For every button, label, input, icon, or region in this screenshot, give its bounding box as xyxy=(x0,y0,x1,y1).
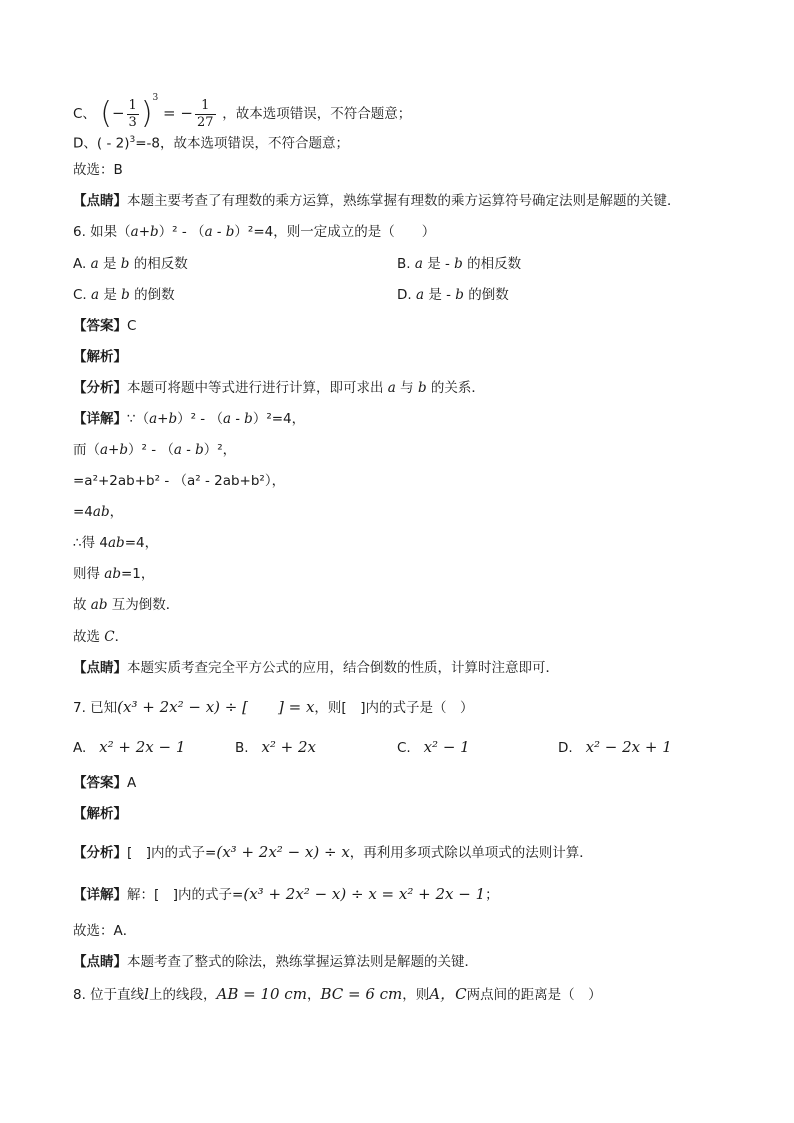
q6-step-2: =a²+2ab+b² - （a² - 2ab+b²）， xyxy=(73,473,286,489)
q7-option-b: B. x² + 2x xyxy=(235,738,317,756)
q6-step-1: 而（a+b）² - （a - b）²， xyxy=(73,442,237,458)
q6-option-b: B. a 是 - b 的相反数 xyxy=(397,256,522,272)
q6-option-a: A. a 是 b 的相反数 xyxy=(73,256,188,272)
option-label: C、 xyxy=(73,106,96,122)
q6-final: 故选 C． xyxy=(73,629,129,645)
option-c-explanation: C、 (− $\frac{1}{3}$ )$^3$ = − $\frac{1}{27}$ ，故本选项错误，不符合题意； xyxy=(73,93,412,131)
question-8-stem: 8. 位于直线l上的线段，AB = 10 cm，BC = 6 cm，则A，C两点间的距离是（ ） xyxy=(73,985,602,1003)
q6-detail: 【详解】∵（a+b）² - （a - b）²=4， xyxy=(73,411,306,427)
q7-option-a: A. x² + 2x − 1 xyxy=(73,738,186,756)
q6-step-5: 则得 ab=1， xyxy=(73,566,155,582)
q6-comment: 【点睛】本题实质考查完全平方公式的应用，结合倒数的性质，计算时注意即可． xyxy=(73,660,559,676)
final-answer: 故选：B xyxy=(73,162,123,178)
option-d-explanation: D、( - 2)$^3$=-8，故本选项错误，不符合题意； xyxy=(73,135,349,152)
q7-comment: 【点睛】本题考查了整式的除法，熟练掌握运算法则是解题的关键． xyxy=(73,954,478,970)
q6-option-d: D. a 是 - b 的倒数 xyxy=(397,287,509,303)
q6-answer: 【答案】C xyxy=(73,318,137,334)
q7-fenxi: 【分析】[ ]内的式子=(x³ + 2x² − x) ÷ x，再利用多项式除以单项式的法则计算． xyxy=(73,843,593,861)
q6-option-c: C. a 是 b 的倒数 xyxy=(73,287,175,303)
q6-fenxi: 【分析】本题可将题中等式进行进行计算，即可求出 a 与 b 的关系． xyxy=(73,380,485,396)
q7-option-c: C. x² − 1 xyxy=(397,738,470,756)
q6-step-3: =4ab， xyxy=(73,504,124,520)
fraction: $\frac{1}{3}$ xyxy=(128,97,137,130)
q7-option-d: D. x² − 2x + 1 xyxy=(558,738,672,756)
question-6-stem: 6. 如果（a+b）² - （a - b）²=4，则一定成立的是（ ） xyxy=(73,224,436,240)
question-7-stem: 7. 已知(x³ + 2x² − x) ÷ [ ] = x，则[ ]内的式子是（ ） xyxy=(73,698,474,716)
q6-step-6: 故 ab 互为倒数． xyxy=(73,597,180,613)
q6-analysis-heading: 【解析】 xyxy=(73,349,127,365)
fraction: $\frac{1}{27}$ xyxy=(196,97,214,130)
q7-analysis-heading: 【解析】 xyxy=(73,806,127,822)
q6-step-4: ∴得 4ab=4， xyxy=(73,535,159,551)
q7-answer: 【答案】A xyxy=(73,775,137,791)
q7-final: 故选：A． xyxy=(73,923,137,939)
comment-paragraph: 【点睛】本题主要考查了有理数的乘方运算，熟练掌握有理数的乘方运算符号确定法则是解题的关键． xyxy=(73,193,681,209)
q7-detail: 【详解】解：[ ]内的式子=(x³ + 2x² − x) ÷ x = x² + 2x − 1； xyxy=(73,885,499,903)
